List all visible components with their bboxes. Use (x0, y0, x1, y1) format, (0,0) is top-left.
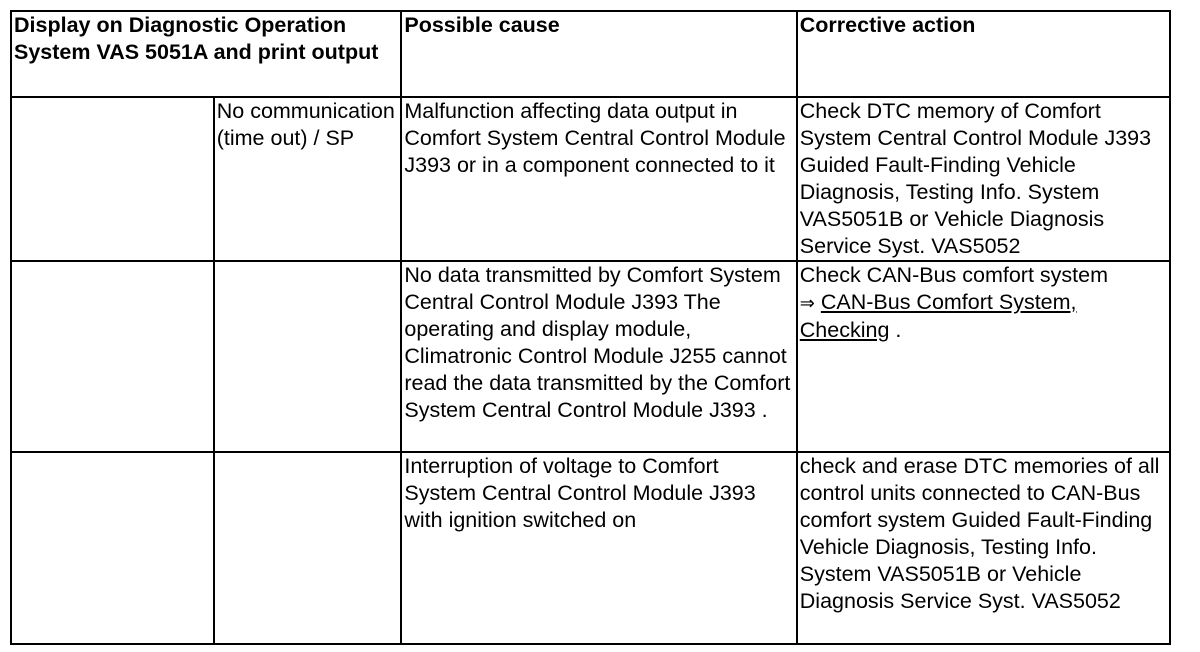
row-display-cell: No communication (time out) / SP (214, 97, 402, 261)
row-action-cell (797, 261, 1170, 452)
row-cause-cell: Malfunction affecting data output in Comfort System Central Control Module J393 or in a component connected to it (401, 97, 796, 261)
row-cause-cell: No data transmitted by Comfort System Central Control Module J393 The operating and display module, Climatronic Control Module J255 cannot read the data transmitted by the Comfort System Central Control Module J393 . (401, 261, 796, 452)
table-row (11, 97, 1170, 261)
row-display-cell (214, 261, 402, 452)
table-row (11, 261, 1170, 452)
arrow-right-icon: ⇒ (799, 293, 815, 314)
row-code-cell (11, 97, 214, 261)
row-code-cell (11, 261, 214, 452)
row-action-cell: check and erase DTC memories of all control units connected to CAN-Bus comfort system Guided Fault-Finding Vehicle Diagnosis, Testing Info. System VAS5051B or Vehicle Diagnosis Service Syst. VAS5052 (797, 452, 1170, 644)
action-suffix: . (889, 318, 902, 342)
header-cause: Possible cause (401, 11, 796, 97)
table-row (11, 452, 1170, 644)
header-action: Corrective action (797, 11, 1170, 97)
diagnostic-table-container (10, 10, 1171, 645)
row-code-cell (11, 452, 214, 644)
row-cause-cell: Interruption of voltage to Comfort System Central Control Module J393 with ignition switched on (401, 452, 796, 644)
action-text: Check CAN-Bus comfort system (799, 263, 1108, 287)
can-bus-checking-link[interactable]: CAN-Bus Comfort System, Checking (799, 290, 1077, 342)
header-display: Display on Diagnostic Operation System VAS 5051A and print output (11, 11, 401, 97)
diagnostic-table (10, 10, 1171, 645)
row-action-cell: Check DTC memory of Comfort System Central Control Module J393 Guided Fault-Finding Vehicle Diagnosis, Testing Info. System VAS5051B or Vehicle Diagnosis Service Syst. VAS5052 (797, 97, 1170, 261)
row-display-cell (214, 452, 402, 644)
header-row (11, 11, 1170, 97)
